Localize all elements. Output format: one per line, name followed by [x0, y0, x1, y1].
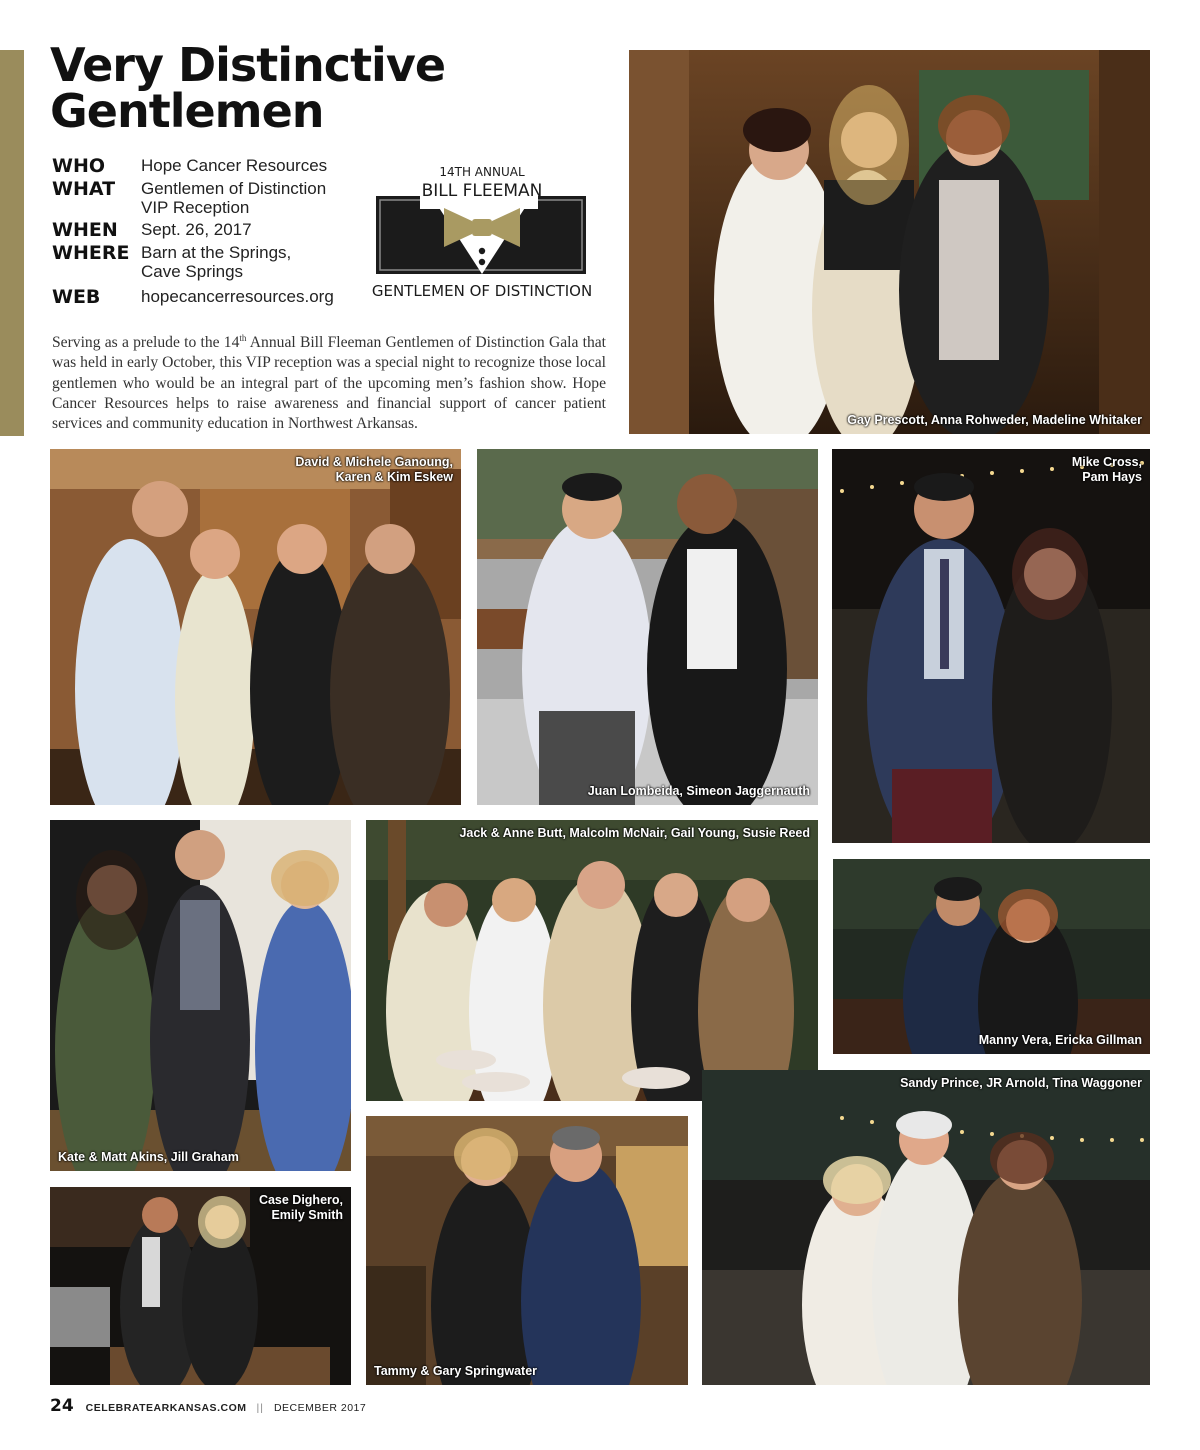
when-label: WHEN	[52, 219, 118, 241]
photo-springwater	[366, 1116, 688, 1385]
photo-ganoung-eskew	[50, 449, 461, 805]
intro-superscript: th	[239, 332, 247, 343]
logo-line-2: BILL FLEEMAN	[421, 181, 543, 201]
photo-caption	[847, 413, 1142, 428]
photo-caption	[979, 1033, 1142, 1048]
caption-line: Kate & Matt Akins, Jill Graham	[58, 1150, 239, 1164]
footer-separator: ||	[256, 1402, 264, 1414]
event-info	[52, 156, 382, 310]
caption-line: Manny Vera, Ericka Gillman	[978, 1033, 1142, 1047]
info-who	[52, 156, 382, 176]
photo-image	[50, 820, 351, 1171]
photo-cross-hays	[832, 449, 1150, 843]
what-value-line-2: VIP Reception	[141, 198, 250, 217]
title-line-2: Gentlemen	[50, 84, 324, 138]
photo-image	[366, 820, 818, 1101]
article-title	[50, 38, 610, 138]
what-label: WHAT	[52, 178, 116, 200]
photo-caption	[295, 455, 453, 485]
photo-prince-arnold-waggoner	[702, 1070, 1150, 1385]
where-label: WHERE	[52, 242, 130, 264]
photo-caption	[58, 1150, 239, 1165]
info-where	[52, 243, 382, 281]
photo-image	[832, 449, 1150, 843]
caption-line: Jack & Anne Butt, Malcolm McNair, Gail Young, Susie Reed	[459, 826, 810, 840]
photo-butt-mcnair-young-reed	[366, 820, 818, 1101]
photo-image	[833, 859, 1150, 1054]
caption-line: David & Michele Ganoung,	[295, 455, 453, 469]
photo-prescott-rohweder-whitaker	[629, 50, 1150, 434]
photo-vera-gillman	[833, 859, 1150, 1054]
where-value-line-1: Barn at the Springs,	[141, 243, 292, 262]
caption-line: Karen & Kim Eskew	[335, 470, 453, 484]
photo-caption	[259, 1193, 343, 1223]
photo-image	[50, 449, 461, 805]
site-url: CELEBRATEARKANSAS.COM	[85, 1402, 247, 1414]
page-footer	[50, 1396, 366, 1418]
title-line-1: Very Distinctive	[50, 38, 446, 92]
caption-line: Emily Smith	[271, 1208, 343, 1222]
when-value: Sept. 26, 2017	[141, 220, 252, 239]
photo-caption	[1072, 455, 1142, 485]
caption-line: Tammy & Gary Springwater	[374, 1364, 538, 1378]
photo-caption	[374, 1364, 537, 1379]
photo-image	[629, 50, 1150, 434]
caption-line: Case Dighero,	[258, 1193, 343, 1207]
issue-date: DECEMBER 2017	[273, 1402, 367, 1414]
where-value-line-2: Cave Springs	[141, 262, 244, 281]
intro-paragraph	[52, 333, 606, 434]
photo-image	[366, 1116, 688, 1385]
gentlemen-of-distinction-logo	[372, 158, 592, 308]
logo-line-3: GENTLEMEN OF DISTINCTION	[372, 282, 592, 300]
photo-dighero-smith	[50, 1187, 351, 1385]
photo-image	[477, 449, 818, 805]
web-value[interactable]: hopecancerresources.org	[141, 287, 334, 306]
photo-image	[702, 1070, 1150, 1385]
info-when	[52, 220, 382, 240]
accent-bar	[0, 50, 24, 436]
intro-text-start: Serving as a prelude to the 14	[52, 334, 240, 351]
caption-line: Juan Lombeida, Simeon Jaggernauth	[587, 784, 810, 798]
what-value-line-1: Gentlemen of Distinction	[141, 179, 327, 198]
page-number: 24	[50, 1396, 74, 1416]
info-what	[52, 179, 382, 217]
caption-line: Gay Prescott, Anna Rohweder, Madeline Whitaker	[847, 413, 1142, 427]
photo-lombeida-jaggernauth	[477, 449, 818, 805]
caption-line: Mike Cross,	[1071, 455, 1142, 469]
photo-akins-graham	[50, 820, 351, 1171]
caption-line: Pam Hays	[1082, 470, 1142, 484]
photo-caption	[588, 784, 810, 799]
who-label: WHO	[52, 155, 106, 177]
logo-line-1: 14TH ANNUAL	[439, 165, 525, 179]
photo-caption	[459, 826, 810, 841]
intro-text-rest: Annual Bill Fleeman Gentlemen of Distinction Gala that was held in early October, this VIP reception was a special night to recognize those local gentlemen who would be an integral part of the upcoming men’s fashion show. Hope Cancer Resources helps to raise awareness and financial support of cancer patient services and community education in Northwest Arkansas.	[52, 334, 607, 433]
who-value: Hope Cancer Resources	[141, 156, 328, 175]
caption-line: Sandy Prince, JR Arnold, Tina Waggoner	[900, 1076, 1142, 1090]
info-web	[52, 287, 382, 307]
web-label: WEB	[52, 286, 101, 308]
photo-caption	[900, 1076, 1142, 1091]
